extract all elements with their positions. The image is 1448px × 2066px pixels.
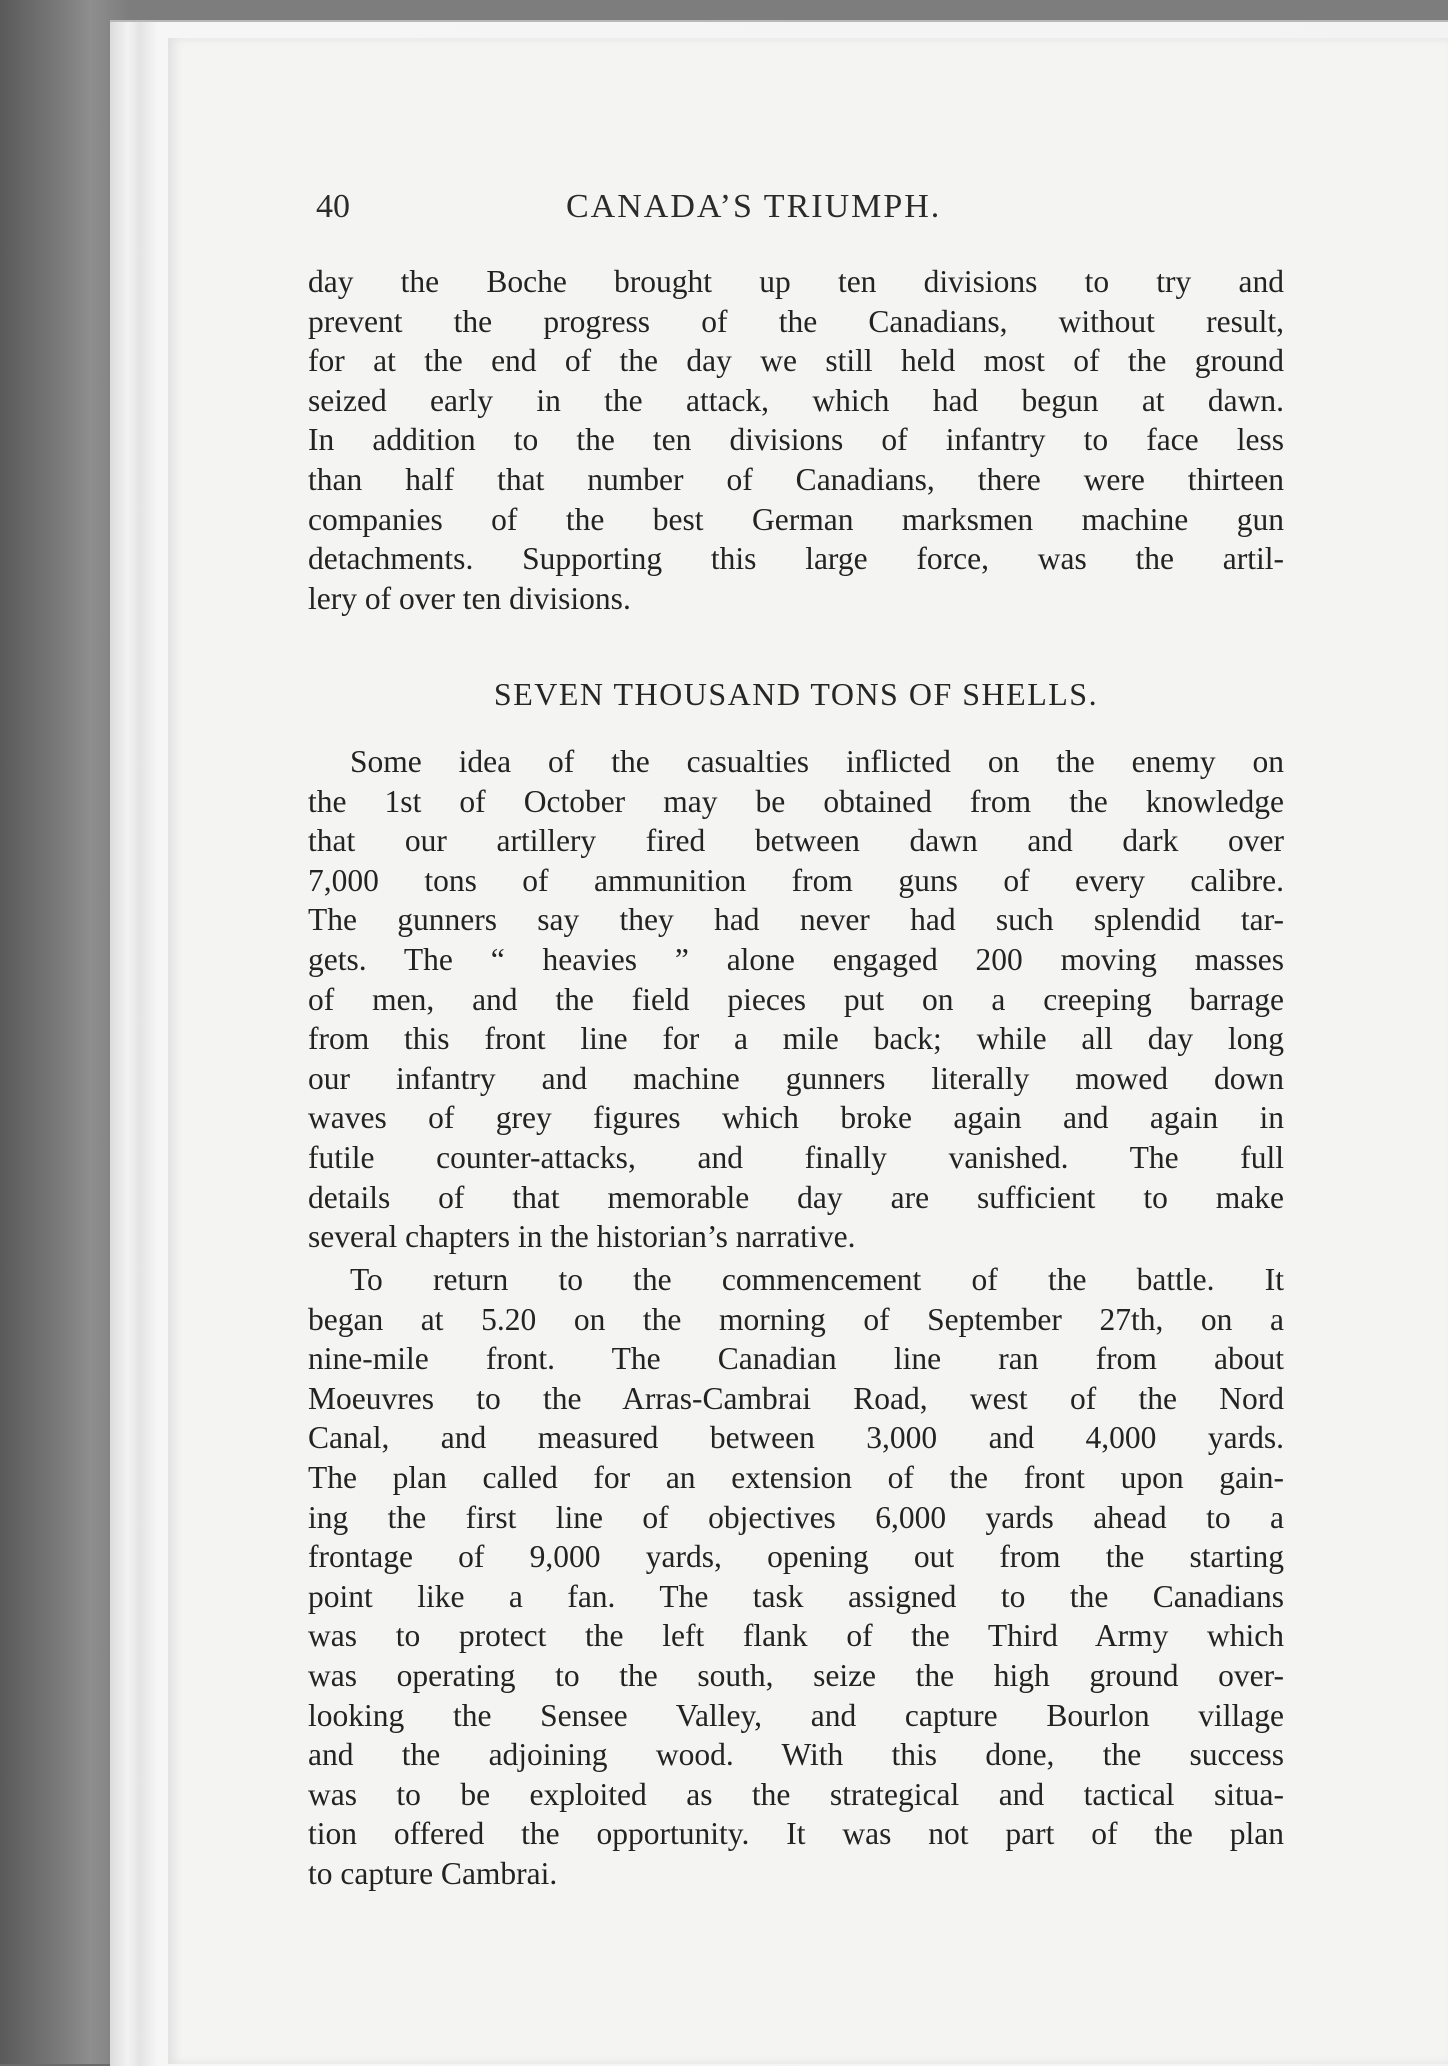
text-line: of men, and the field pieces put on a creeping barrage <box>308 981 1284 1017</box>
text-line: looking the Sensee Valley, and capture Bourlon village <box>308 1697 1284 1733</box>
running-head <box>316 188 1284 234</box>
text-line: and the adjoining wood. With this done, the success <box>308 1737 1284 1773</box>
text-line: waves of grey figures which broke again and again in <box>308 1100 1284 1136</box>
section-heading: SEVEN THOUSAND TONS OF SHELLS. <box>493 676 1099 712</box>
text-line: detachments. Supporting this large force, was the artil- <box>308 541 1284 577</box>
text-line: ing the first line of objectives 6,000 yards ahead to a <box>308 1499 1284 1535</box>
text-line: that our artillery fired between dawn and dark over <box>308 823 1284 859</box>
running-title: CANADA’S TRIUMPH. <box>566 188 942 225</box>
text-line: gets. The “ heavies ” alone engaged 200 moving masses <box>308 941 1284 977</box>
text-line: prevent the progress of the Canadians, without result, <box>308 303 1284 339</box>
text-line: was operating to the south, seize the high ground over- <box>308 1657 1284 1693</box>
text-line: details of that memorable day are sufficient to make <box>308 1179 1284 1215</box>
text-line: Moeuvres to the Arras-Cambrai Road, west of the Nord <box>308 1380 1284 1416</box>
text-line: point like a fan. The task assigned to the Canadians <box>308 1578 1284 1614</box>
text-line: than half that number of Canadians, there were thirteen <box>308 461 1284 497</box>
text-line: was to be exploited as the strategical and tactical situa- <box>308 1776 1284 1812</box>
text-line: nine-mile front. The Canadian line ran from about <box>308 1341 1284 1377</box>
text-line: began at 5.20 on the morning of September 27th, on a <box>308 1301 1284 1337</box>
text-line: for at the end of the day we still held most of the ground <box>308 343 1284 379</box>
text-line: The gunners say they had never had such splendid tar- <box>308 902 1284 938</box>
text-line: the 1st of October may be obtained from the knowledge <box>308 783 1284 819</box>
paragraph-2 <box>308 742 1284 1257</box>
text-line: was to protect the left flank of the Third Army which <box>308 1618 1284 1654</box>
text-line: Canal, and measured between 3,000 and 4,000 yards. <box>308 1420 1284 1456</box>
text-line: lery of over ten divisions. <box>308 580 631 616</box>
text-line: day the Boche brought up ten divisions to try and <box>308 264 1284 299</box>
paragraph-3 <box>308 1260 1284 1894</box>
text-line: futile counter-attacks, and finally vanished. The full <box>308 1139 1284 1175</box>
text-line: To return to the commencement of the battle. It <box>350 1262 1284 1297</box>
text-line: 7,000 tons of ammunition from guns of every calibre. <box>308 862 1284 898</box>
text-line: from this front line for a mile back; while all day long <box>308 1021 1284 1057</box>
text-line: The plan called for an extension of the front upon gain- <box>308 1459 1284 1495</box>
paragraph-1 <box>308 262 1284 618</box>
text-line: tion offered the opportunity. It was not part of the plan <box>308 1816 1284 1852</box>
text-line: frontage of 9,000 yards, opening out from the starting <box>308 1539 1284 1575</box>
text-line: In addition to the ten divisions of infantry to face less <box>308 422 1284 458</box>
text-line: seized early in the attack, which had begun at dawn. <box>308 382 1284 418</box>
text-line: several chapters in the historian’s narrative. <box>308 1219 856 1255</box>
page-number: 40 <box>316 188 350 225</box>
text-line: companies of the best German marksmen machine gun <box>308 501 1284 537</box>
text-line: Some idea of the casualties inflicted on the enemy on <box>350 744 1284 779</box>
text-line: to capture Cambrai. <box>308 1855 558 1891</box>
text-line: our infantry and machine gunners literally mowed down <box>308 1060 1284 1096</box>
